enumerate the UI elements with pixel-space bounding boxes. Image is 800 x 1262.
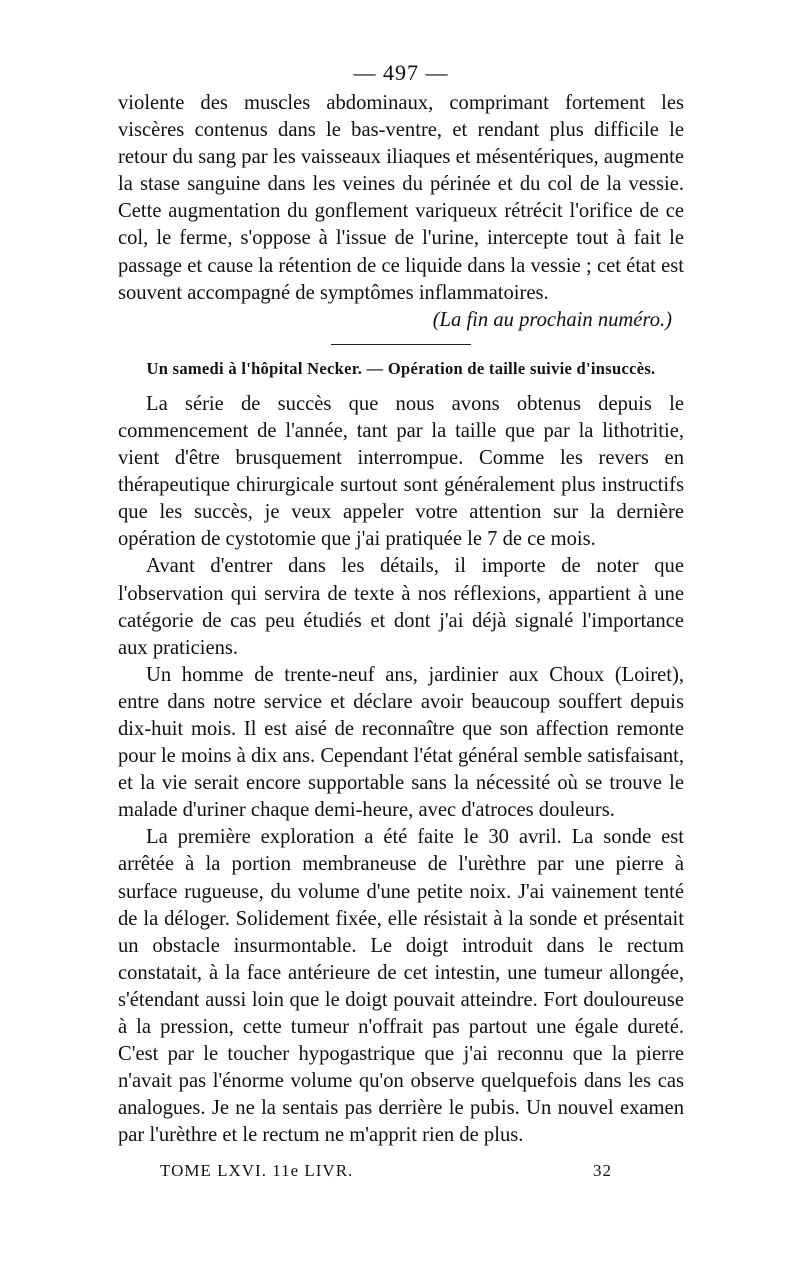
article-body: [118, 391, 684, 1150]
intro-paragraph: violente des muscles abdominaux, comprimant fortement les viscères contenus dans le bas-ventre, et rendant plus difficile le retour du sang par les vaisseaux iliaques et mésentériques, augmente la stase sanguine dans les veines du périnée et du col de la vessie. Cette augmentation du gonflement variqueux rétrécit l'orifice de ce col, le ferme, s'oppose à l'issue de l'urine, intercepte tout à fait le passage et cause la rétention de ce liquide dans la vessie ; cet état est souvent accompagné de symptômes inflammatoires.: [118, 92, 684, 304]
section-title: Un samedi à l'hôpital Necker. — Opération de taille suivie d'insuccès.: [146, 358, 656, 378]
section-divider: [331, 344, 471, 345]
article-paragraph-3: Un homme de trente-neuf ans, jardinier aux Choux (Loiret), entre dans notre service et déclare avoir beaucoup souffert depuis dix-huit mois. Il est aisé de reconnaître que son affection remonte pour le moins à dix ans. Cependant l'état général semble satisfaisant, et la vie serait encore supportable sans la nécessité où se trouve le malade d'uriner chaque demi-heure, avec d'atroces douleurs.: [118, 663, 684, 822]
page-number: — 497 —: [353, 60, 449, 85]
footer-sheet-number: 32: [593, 1161, 612, 1181]
article-paragraph-2: Avant d'entrer dans les détails, il importe de noter que l'observation qui servira de texte à nos réflexions, appartient à une catégorie de cas peu étudiés et dont j'ai déjà signalé l'importance aux praticiens.: [118, 555, 684, 659]
article-paragraph-4: La première exploration a été faite le 30 avril. La sonde est arrêtée à la portion membraneuse de l'urèthre par une pierre à surface rugueuse, du volume d'une petite noix. J'ai vainement tenté de la déloger. Solidement fixée, elle résistait à la sonde et présentait un obstacle insurmontable. Le doigt introduit dans le rectum constatait, à la face antérieure de cet intestin, une tumeur allongée, s'étendant aussi loin que le doigt pouvait atteindre. Fort douloureuse à la pression, cette tumeur n'offrait pas partout une égale dureté. C'est par le toucher hypogastrique que j'ai reconnu que la pierre n'avait pas l'énorme volume qu'on observe quelquefois dans les cas analogues. Je ne la sentais pas derrière le pubis. Un nouvel examen par l'urèthre et le rectum ne m'apprit rien de plus.: [118, 826, 684, 1147]
continuation-note: (La fin au prochain numéro.): [432, 308, 672, 331]
document-page: [118, 58, 684, 1183]
article-paragraph-1: La série de succès que nous avons obtenus depuis le commencement de l'année, tant par la taille que par la lithotritie, vient d'être brusquement interrompue. Comme les revers en thérapeutique chirurgicale surtout sont généralement plus instructifs que les succès, je veux appeler votre attention sur la dernière opération de cystotomie que j'ai pratiquée le 7 de ce mois.: [118, 392, 684, 551]
body-text: [118, 90, 684, 334]
page-footer: [118, 1159, 684, 1183]
footer-signature: TOME LXVI. 11e LIVR.: [160, 1161, 354, 1181]
